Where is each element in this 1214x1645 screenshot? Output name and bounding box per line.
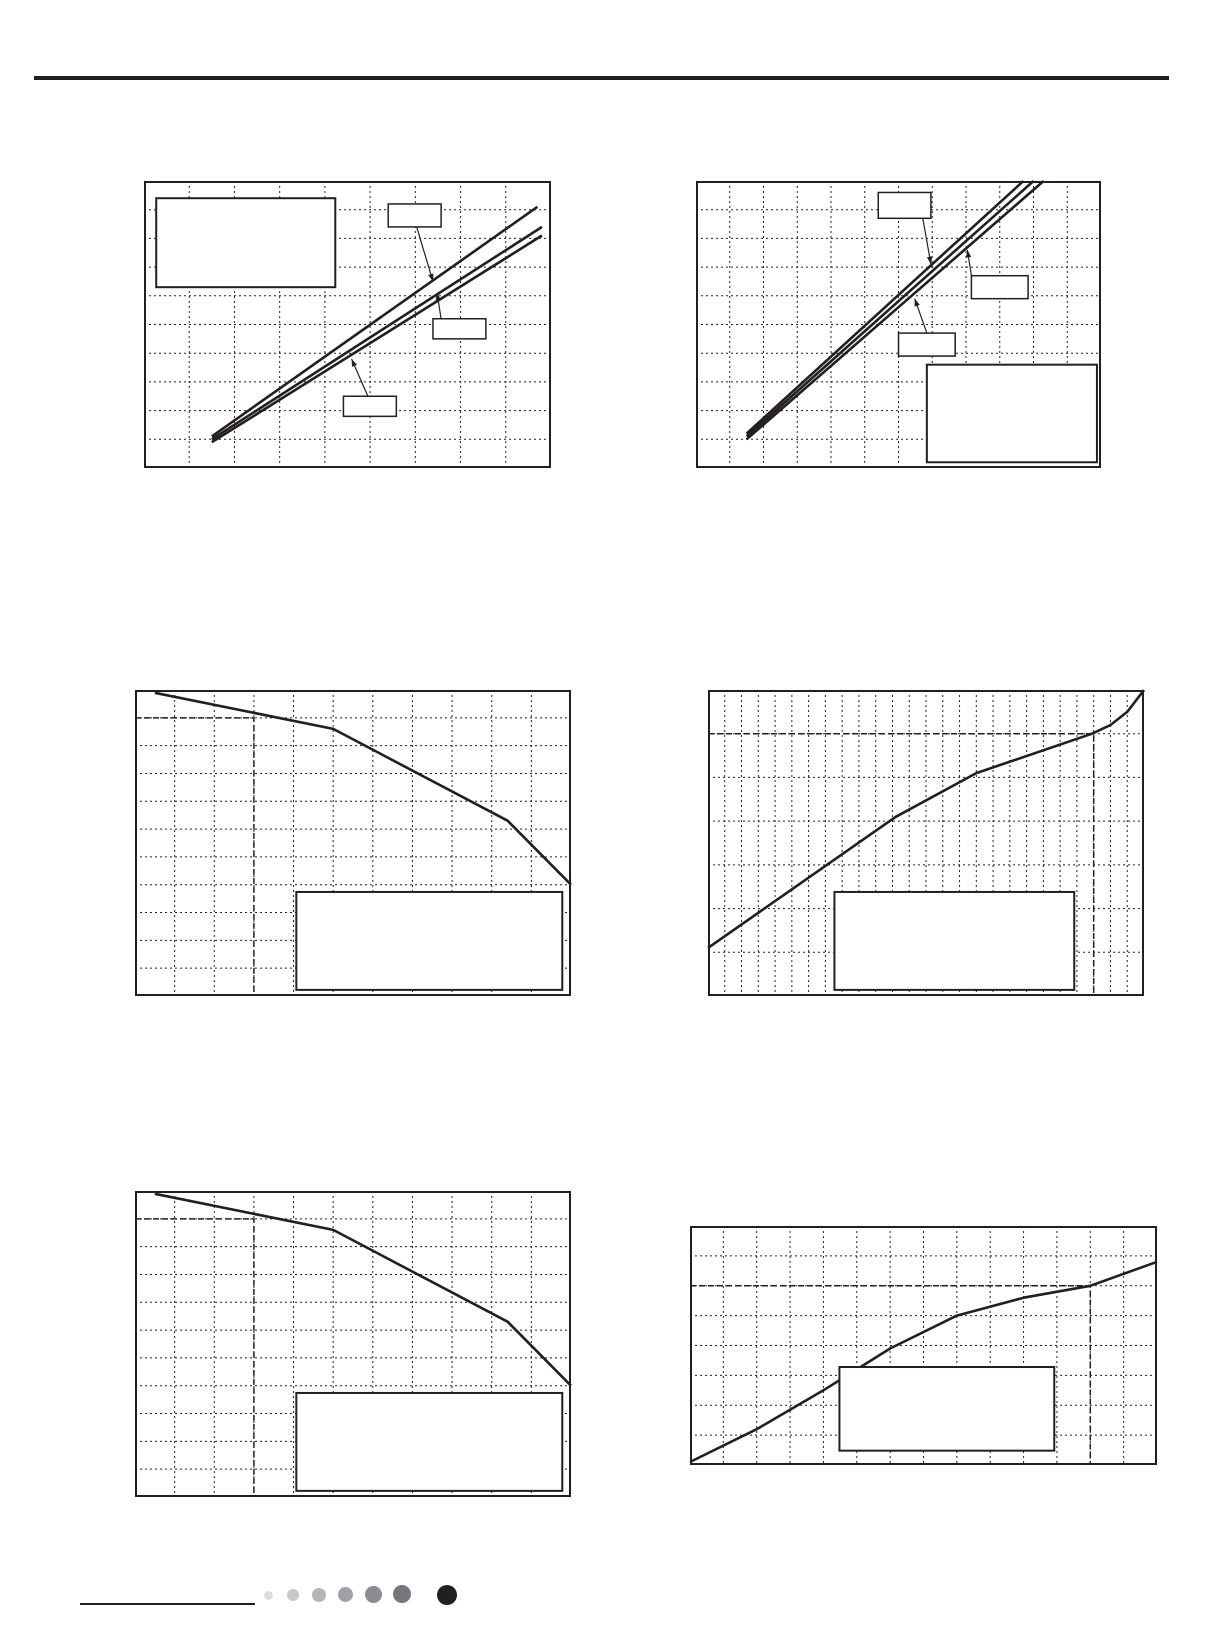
page-dot-active[interactable] <box>437 1585 457 1605</box>
callout-arrowhead <box>966 250 971 258</box>
chart-1-plot <box>144 181 551 468</box>
callout-box <box>433 319 486 339</box>
chart-3 <box>135 690 571 996</box>
page-dot <box>312 1588 326 1602</box>
callout-arrowhead <box>428 273 433 281</box>
callout-box <box>343 396 396 416</box>
series-line-1 <box>155 1194 571 1386</box>
callout-arrow <box>417 227 433 282</box>
chart-4 <box>708 690 1144 996</box>
legend-box <box>296 892 562 990</box>
legend-box <box>834 892 1074 990</box>
callout-box <box>878 192 931 218</box>
callout-arrowhead <box>915 299 920 307</box>
chart-6-plot <box>690 1226 1157 1465</box>
chart-2-plot <box>696 181 1101 468</box>
legend-box <box>156 198 335 287</box>
chart-5-plot <box>135 1191 571 1497</box>
header-rule <box>34 76 1169 80</box>
series-line-1 <box>155 693 571 885</box>
callout-arrowhead <box>352 359 358 367</box>
callout-box <box>899 333 956 356</box>
page-dot <box>264 1591 273 1600</box>
page-indicator <box>0 1575 1214 1615</box>
legend-box <box>839 1367 1054 1451</box>
chart-2 <box>696 181 1101 468</box>
legend-box <box>296 1393 562 1491</box>
page-dot <box>393 1585 411 1603</box>
page-dot <box>287 1589 299 1601</box>
page-dot <box>338 1587 353 1602</box>
chart-4-plot <box>708 690 1144 996</box>
chart-6 <box>690 1226 1157 1465</box>
callout-arrowhead <box>927 256 932 264</box>
chart-3-plot <box>135 690 571 996</box>
chart-1 <box>144 181 551 468</box>
callout-box <box>388 204 441 227</box>
callout-box <box>971 276 1028 299</box>
chart-5 <box>135 1191 571 1497</box>
legend-box <box>927 365 1097 463</box>
page-dot <box>365 1586 382 1603</box>
